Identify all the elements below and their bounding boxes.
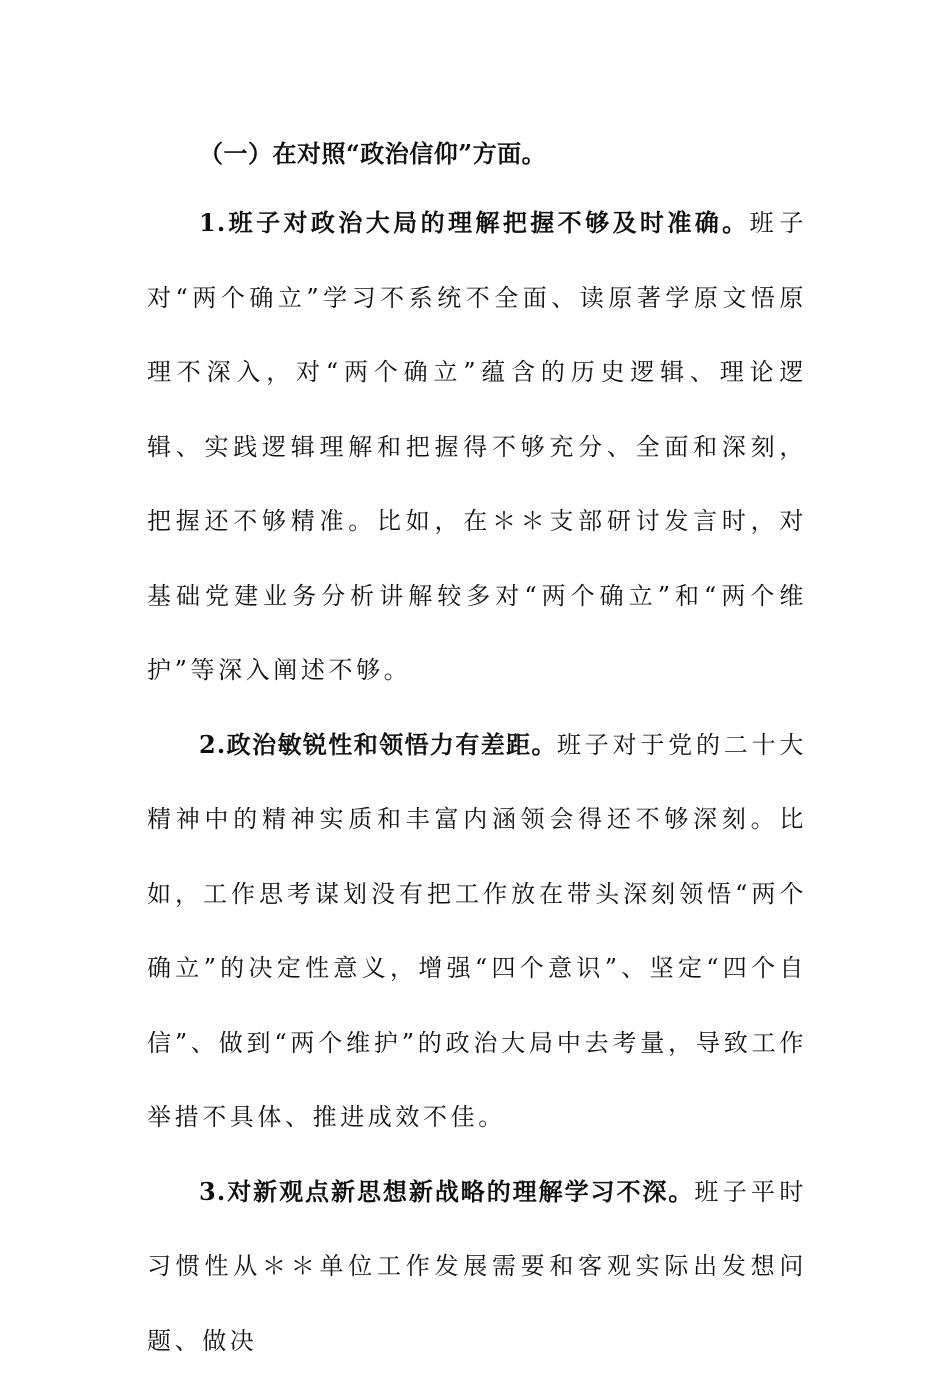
document-body bbox=[147, 122, 807, 1378]
paragraph-3-body: 班子平时习惯性从＊＊单位工作发展需要和客观实际出发想问题、做决 bbox=[147, 1178, 807, 1355]
paragraph-3 bbox=[147, 1155, 807, 1378]
paragraph-2-lead: 2.政治敏锐性和领悟力有差距。 bbox=[199, 730, 557, 759]
paragraph-1-body: 班子对“两个确立”学习不系统不全面、读原著学原文悟原理不深入，对“两个确立”蕴含的历史逻辑、理论逻辑、实践逻辑理解和把握得不够充分、全面和深刻，把握还不够精准。比如，在＊＊支部研讨发言时，对基础党建业务分析讲解较多对“两个确立”和“两个维护”等深入阐述不够。 bbox=[147, 209, 807, 684]
section-heading: （一）在对照“政治信仰”方面。 bbox=[147, 122, 807, 186]
paragraph-2 bbox=[147, 708, 807, 1155]
paragraph-3-lead: 3.对新观点新思想新战略的理解学习不深。 bbox=[199, 1177, 694, 1206]
paragraph-2-body: 班子对于党的二十大精神中的精神实质和丰富内涵领会得还不够深刻。比如，工作思考谋划没有把工作放在带头深刻领悟“两个确立”的决定性意义，增强“四个意识”、坚定“四个自信”、做到“两个维护”的政治大局中去考量，导致工作举措不具体、推进成效不佳。 bbox=[147, 731, 807, 1132]
paragraph-1 bbox=[147, 186, 807, 708]
paragraph-1-lead: 1.班子对政治大局的理解把握不够及时准确。 bbox=[199, 208, 750, 237]
